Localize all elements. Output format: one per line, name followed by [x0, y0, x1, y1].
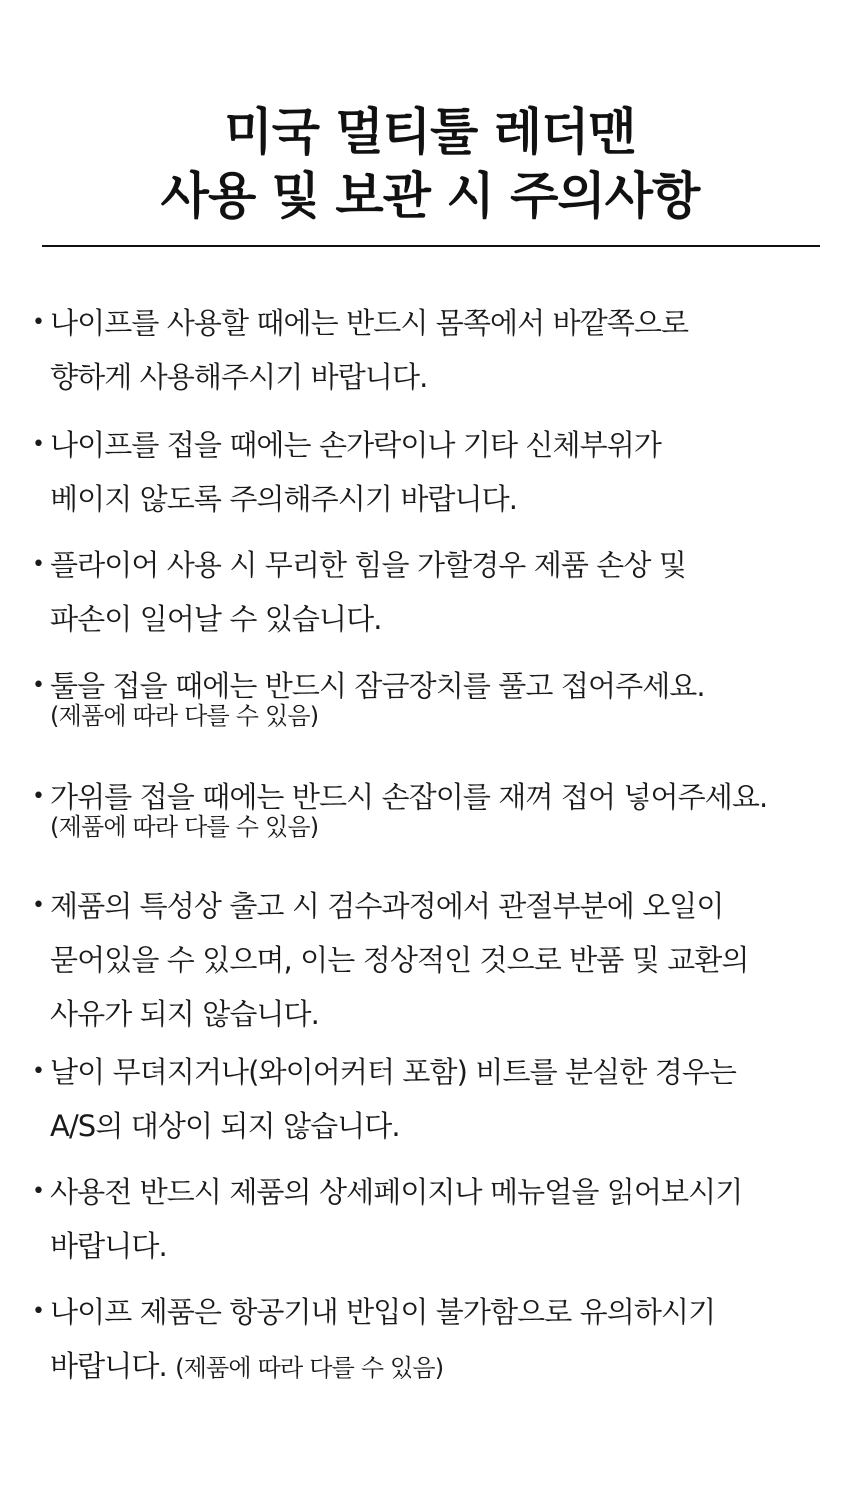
notice-text-line: 나이프를 접을 때에는 손가락이나 기타 신체부위가 — [50, 428, 661, 462]
notice-text-line: 파손이 일어날 수 있습니다. — [50, 602, 382, 636]
notice-text-line: 플라이어 사용 시 무리한 힘을 가할경우 제품 손상 및 — [50, 548, 686, 582]
notice-note: (제품에 따라 다를 수 있음) — [175, 1354, 444, 1382]
notice-item — [30, 879, 860, 1041]
bullet-dot: • — [32, 310, 45, 335]
notice-text-line: 날이 무뎌지거나(와이어커터 포함) 비트를 분실한 경우는 — [50, 1055, 737, 1089]
notice-text-line: 묻어있을 수 있으며, 이는 정상적인 것으로 반품 및 교환의 — [50, 943, 749, 977]
notice-text-line: 가위를 접을 때에는 반드시 손잡이를 재껴 접어 넣어주세요. — [50, 780, 768, 814]
notice-text-line: 나이프 제품은 항공기내 반입이 불가함으로 유의하시기 — [50, 1295, 716, 1329]
bullet-dot: • — [32, 1179, 45, 1204]
notice-text-line: 사유가 되지 않습니다. — [50, 997, 319, 1031]
page-title-line-2: 사용 및 보관 시 주의사항 — [160, 167, 700, 225]
notice-text-line: 사용전 반드시 제품의 상세페이지나 메뉴얼을 읽어보시기 — [50, 1175, 743, 1209]
bullet-dot: • — [32, 552, 45, 577]
notice-text-line: 베이지 않도록 주의해주시기 바랍니다. — [50, 482, 518, 516]
notice-item — [30, 418, 860, 526]
notice-item — [30, 1285, 860, 1395]
notice-text-line: 향하게 사용해주시기 바랍니다. — [50, 360, 428, 394]
notice-note: (제품에 따라 다를 수 있음) — [50, 813, 319, 841]
page-title-line-1: 미국 멀티툴 레더맨 — [224, 103, 636, 161]
notice-item — [30, 770, 860, 847]
notice-item — [30, 538, 860, 646]
bullet-dot: • — [32, 1299, 45, 1324]
notice-text-line: 나이프를 사용할 때에는 반드시 몸쪽에서 바깥쪽으로 — [50, 306, 689, 340]
bullet-dot: • — [32, 432, 45, 457]
notice-item — [30, 1045, 860, 1153]
title-divider — [42, 245, 820, 247]
notice-text-line: 제품의 특성상 출고 시 검수과정에서 관절부분에 오일이 — [50, 889, 724, 923]
notice-text-line: 툴을 접을 때에는 반드시 잠금장치를 풀고 접어주세요. — [50, 669, 705, 703]
notice-item — [30, 659, 860, 736]
notice-text-line: A/S의 대상이 되지 않습니다. — [50, 1109, 400, 1143]
notice-text-line — [30, 1339, 860, 1395]
notice-note: (제품에 따라 다를 수 있음) — [50, 702, 319, 730]
notice-text-line: 바랍니다. — [50, 1229, 167, 1263]
bullet-dot: • — [32, 893, 45, 918]
notice-item — [30, 296, 860, 404]
bullet-dot: • — [32, 1059, 45, 1084]
notice-item — [30, 1165, 860, 1273]
page-title — [0, 100, 860, 228]
bullet-dot: • — [32, 784, 45, 809]
notice-text-fragment: 바랍니다. — [50, 1349, 176, 1383]
bullet-dot: • — [32, 673, 45, 698]
